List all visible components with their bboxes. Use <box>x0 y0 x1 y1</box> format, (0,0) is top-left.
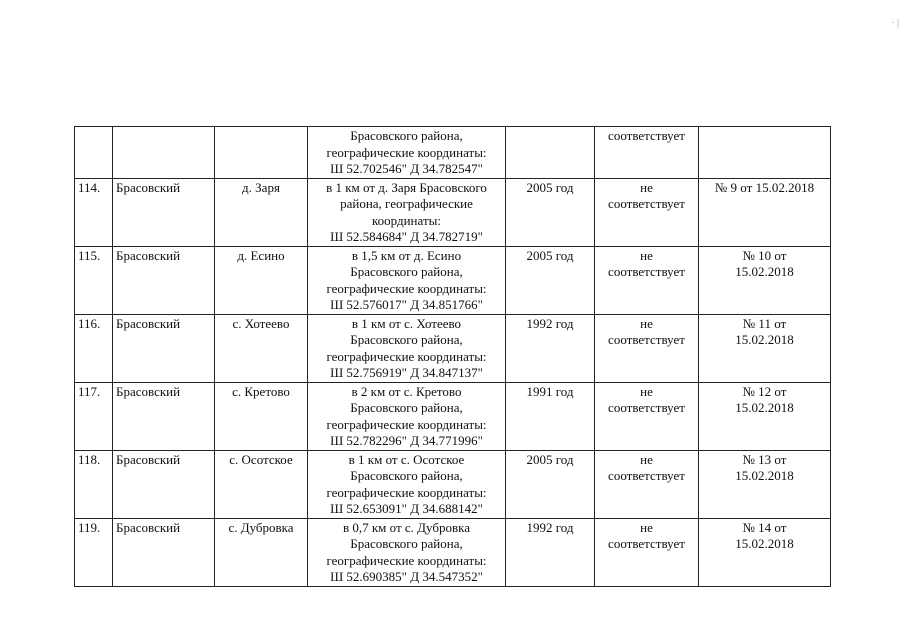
cell-match <box>595 382 699 450</box>
location-line: Брасовского района, <box>350 128 463 143</box>
location_lines-text: района, географические <box>340 196 473 211</box>
year-text: 1991 год <box>526 383 574 399</box>
district-text: Брасовский <box>116 247 181 263</box>
cell-location <box>308 314 506 382</box>
cell-settlement <box>215 518 308 586</box>
cell-year <box>506 518 595 586</box>
location-line: географические координаты: <box>326 144 487 160</box>
table-row <box>75 450 831 518</box>
location_lines-text: Ш 52.690385" Д 34.547352" <box>330 569 483 584</box>
year-text: 2005 год <box>526 179 574 195</box>
settlement-text: д. Заря <box>242 179 280 195</box>
settlement-text: д. Есино <box>237 247 285 263</box>
cell-match <box>595 127 699 179</box>
doc_lines-text: 15.02.2018 <box>735 400 794 415</box>
cell-settlement <box>215 246 308 314</box>
num-text: 115. <box>78 247 101 263</box>
cell-location <box>308 518 506 586</box>
cell-doc <box>699 518 831 586</box>
doc_lines-text: № 12 от <box>742 383 787 399</box>
cell-year <box>506 127 595 179</box>
year-text: 2005 год <box>526 451 574 467</box>
district-text: Брасовский <box>116 179 181 195</box>
cell-year <box>506 314 595 382</box>
cell-doc <box>699 314 831 382</box>
cell-num <box>75 178 113 246</box>
location_lines-text: Брасовского района, <box>350 536 463 551</box>
match_lines-text: не <box>640 519 653 535</box>
match_lines-text: не <box>640 315 653 331</box>
cell-year <box>506 178 595 246</box>
table-row <box>75 178 831 246</box>
num-text: 119. <box>78 519 101 535</box>
cell-doc <box>699 178 831 246</box>
cell-num <box>75 450 113 518</box>
doc_lines-text: 15.02.2018 <box>735 536 794 551</box>
cell-doc <box>699 382 831 450</box>
cell-num <box>75 382 113 450</box>
num-text: 117. <box>78 383 101 399</box>
cell-year <box>506 382 595 450</box>
cell-num <box>75 246 113 314</box>
doc_lines-text: № 9 от 15.02.2018 <box>714 179 815 195</box>
num-text: 114. <box>78 179 101 195</box>
doc_lines-text: № 10 от <box>742 247 787 263</box>
location_lines-text: Ш 52.782296" Д 34.771996" <box>330 433 483 448</box>
table-row <box>75 518 831 586</box>
year-text: 1992 год <box>526 519 574 535</box>
match_lines-text: соответствует <box>608 536 685 551</box>
table-row <box>75 382 831 450</box>
location_lines-text: географические координаты: <box>326 280 487 296</box>
location_lines-text: координаты: <box>372 212 441 228</box>
cell-district <box>113 246 215 314</box>
cell-district <box>113 382 215 450</box>
page-corner-mark: · | <box>891 18 899 29</box>
match_lines-text: не <box>640 179 653 195</box>
cell-match <box>595 246 699 314</box>
cell-location <box>308 127 506 179</box>
cell-settlement <box>215 127 308 179</box>
match_lines-text: не <box>640 451 653 467</box>
doc_lines-text: № 13 от <box>742 451 787 467</box>
location_lines-text: Брасовского района, <box>350 400 463 415</box>
cell-doc <box>699 127 831 179</box>
match_lines-text: соответствует <box>608 400 685 415</box>
cell-year <box>506 246 595 314</box>
location_lines-text: в 1 км от д. Заря Брасовского <box>326 179 487 195</box>
cell-district <box>113 450 215 518</box>
table-row <box>75 246 831 314</box>
settlement-text: с. Хотеево <box>232 315 290 331</box>
cell-match <box>595 178 699 246</box>
location_lines-text: в 1 км от с. Хотеево <box>351 315 462 331</box>
match_lines-text: соответствует <box>608 468 685 483</box>
match_lines-text: не <box>640 247 653 263</box>
location_lines-text: Брасовского района, <box>350 332 463 347</box>
match-text: соответствует <box>608 128 685 143</box>
year-text: 2005 год <box>526 247 574 263</box>
location_lines-text: в 2 км от с. Кретово <box>351 383 462 399</box>
cell-match <box>595 314 699 382</box>
cell-match <box>595 450 699 518</box>
year-text: 1992 год <box>526 315 574 331</box>
cell-location <box>308 178 506 246</box>
settlement-text: с. Осотское <box>229 451 293 467</box>
settlement-text: с. Дубровка <box>228 519 294 535</box>
match_lines-text: соответствует <box>608 264 685 279</box>
cell-location <box>308 450 506 518</box>
doc_lines-text: 15.02.2018 <box>735 468 794 483</box>
location_lines-text: в 1,5 км от д. Есино <box>351 247 462 263</box>
district-text: Брасовский <box>116 519 181 535</box>
location_lines-text: Ш 52.756919" Д 34.847137" <box>330 365 483 380</box>
match_lines-text: не <box>640 383 653 399</box>
cell-settlement <box>215 314 308 382</box>
cell-location <box>308 382 506 450</box>
cell-settlement <box>215 178 308 246</box>
location_lines-text: Ш 52.576017" Д 34.851766" <box>330 297 483 312</box>
cell-district <box>113 518 215 586</box>
cell-settlement <box>215 382 308 450</box>
location_lines-text: в 1 км от с. Осотское <box>348 451 465 467</box>
district-text: Брасовский <box>116 315 181 331</box>
cell-num <box>75 127 113 179</box>
cell-district <box>113 178 215 246</box>
register-table <box>74 126 831 587</box>
location_lines-text: Брасовского района, <box>350 468 463 483</box>
cell-settlement <box>215 450 308 518</box>
doc_lines-text: 15.02.2018 <box>735 264 794 279</box>
cell-district <box>113 127 215 179</box>
location_lines-text: географические координаты: <box>326 484 487 500</box>
district-text: Брасовский <box>116 383 181 399</box>
cell-district <box>113 314 215 382</box>
cell-doc <box>699 246 831 314</box>
table-row-continued <box>75 127 831 179</box>
doc_lines-text: № 11 от <box>742 315 787 331</box>
cell-doc <box>699 450 831 518</box>
settlement-text: с. Кретово <box>232 383 290 399</box>
cell-year <box>506 450 595 518</box>
location_lines-text: Ш 52.584684" Д 34.782719" <box>330 229 483 244</box>
cell-match <box>595 518 699 586</box>
cell-num <box>75 314 113 382</box>
location-line: Ш 52.702546" Д 34.782547" <box>330 161 483 176</box>
district-text: Брасовский <box>116 451 181 467</box>
location_lines-text: географические координаты: <box>326 552 487 568</box>
location_lines-text: географические координаты: <box>326 416 487 432</box>
doc_lines-text: 15.02.2018 <box>735 332 794 347</box>
location_lines-text: в 0,7 км от с. Дубровка <box>342 519 471 535</box>
cell-location <box>308 246 506 314</box>
match_lines-text: соответствует <box>608 332 685 347</box>
table-row <box>75 314 831 382</box>
doc_lines-text: № 14 от <box>742 519 787 535</box>
location_lines-text: Ш 52.653091" Д 34.688142" <box>330 501 483 516</box>
location_lines-text: Брасовского района, <box>350 264 463 279</box>
num-text: 118. <box>78 451 101 467</box>
location_lines-text: географические координаты: <box>326 348 487 364</box>
num-text: 116. <box>78 315 101 331</box>
match_lines-text: соответствует <box>608 196 685 211</box>
cell-num <box>75 518 113 586</box>
